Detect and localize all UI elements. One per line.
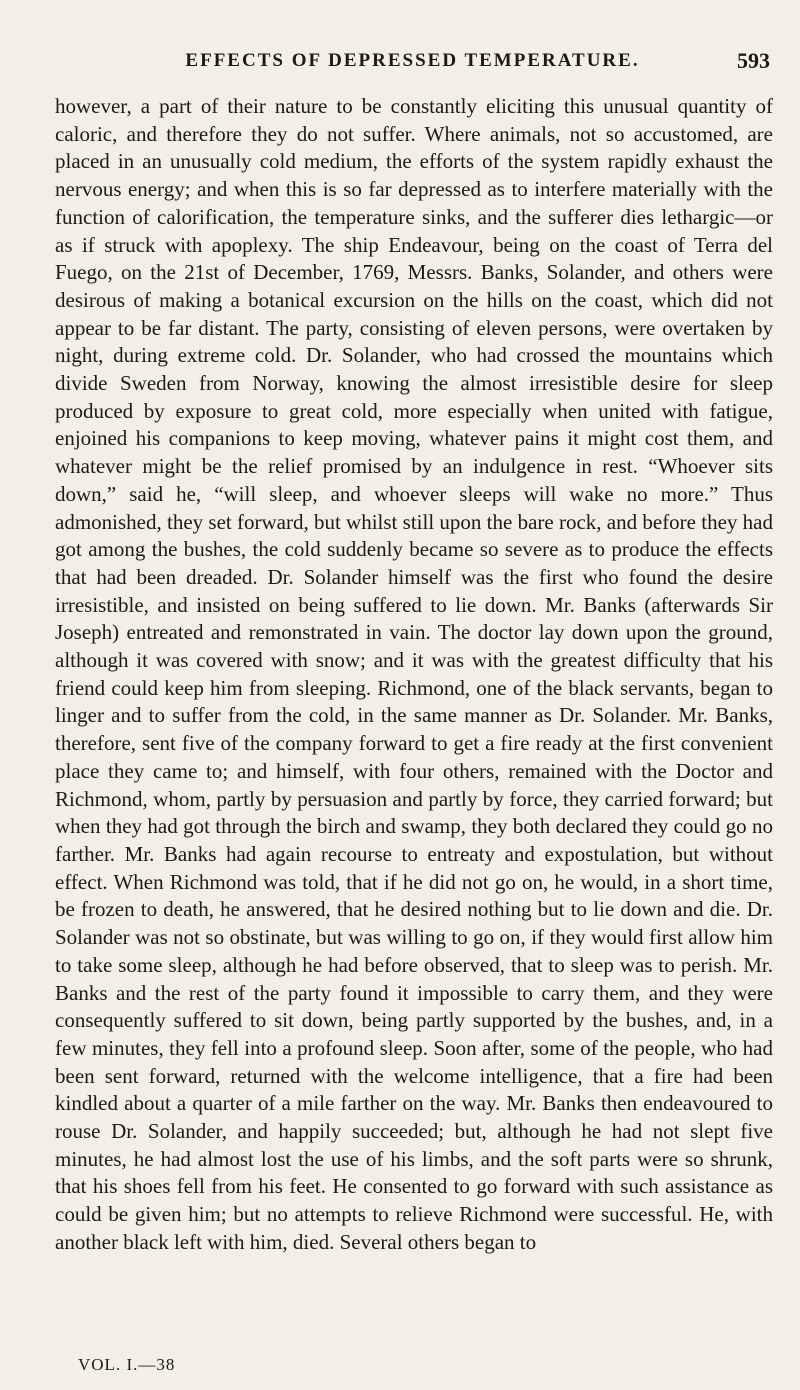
page-number: 593 (737, 48, 770, 73)
body-text (55, 93, 773, 1257)
body-paragraph: however, a part of their nature to be constantly eliciting this unusual quantity of caloric, and therefore they do not suffer. Where animals, not so accustomed, are placed in an unusually cold medium, the efforts of the system rapidly exhaust the nervous energy; and when this is so far depressed as to interfere materially with the function of calorification, the temperature sinks, and the sufferer dies lethargic—or as if struck with apoplexy. The ship Endeavour, being on the coast of Terra del Fuego, on the 21st of December, 1769, Messrs. Banks, Solander, and others were desirous of making a botanical excursion on the hills on the coast, which did not appear to be far distant. The party, consisting of eleven persons, were overtaken by night, during extreme cold. Dr. Solander, who had crossed the mountains which divide Sweden from Norway, knowing the almost irresistible desire for sleep produced by exposure to great cold, more especially when united with fatigue, enjoined his companions to keep moving, whatever pains it might cost them, and whatever might be the relief promised by an indulgence in rest. “Whoever sits down,” said he, “will sleep, and whoever sleeps will wake no more.” Thus admonished, they set forward, but whilst still upon the bare rock, and before they had got among the bushes, the cold suddenly became so severe as to produce the effects that had been dreaded. Dr. Solander himself was the first who found the desire irresistible, and insisted on being suffered to lie down. Mr. Banks (afterwards Sir Joseph) entreated and remonstrated in vain. The doctor lay down upon the ground, although it was covered with snow; and it was with the greatest difficulty that his friend could keep him from sleeping. Richmond, one of the black servants, began to linger and to suffer from the cold, in the same manner as Dr. Solander. Mr. Banks, therefore, sent five of the company forward to get a fire ready at the first convenient place they came to; and himself, with four others, remained with the Doctor and Richmond, whom, partly by persuasion and partly by force, they carried forward; but when they had got through the birch and swamp, they both declared they could go no farther. Mr. Banks had again recourse to entreaty and expostulation, but without effect. When Richmond was told, that if he did not go on, he would, in a short time, be frozen to death, he answered, that he desired nothing but to lie down and die. Dr. Solander was not so obstinate, but was willing to go on, if they would first allow him to take some sleep, although he had before observed, that to sleep was to perish. Mr. Banks and the rest of the party found it impossible to carry them, and they were consequently suffered to sit down, being partly supported by the bushes, and, in a few minutes, they fell into a profound sleep. Soon after, some of the people, who had been sent forward, returned with the welcome intelligence, that a fire had been kindled about a quarter of a mile farther on the way. Mr. Banks then endeavoured to rouse Dr. Solander, and happily succeeded; but, although he had not slept five minutes, he had almost lost the use of his limbs, and the soft parts were so shrunk, that his shoes fell from his feet. He consented to go forward with such assistance as could be given him; but no attempts to relieve Richmond were successful. He, with another black left with him, died. Several others began to (55, 94, 773, 1254)
running-head: EFFECTS OF DEPRESSED TEMPERATURE. (185, 50, 640, 71)
volume-signature: VOL. I.—38 (78, 1355, 176, 1374)
page-header (55, 48, 770, 78)
